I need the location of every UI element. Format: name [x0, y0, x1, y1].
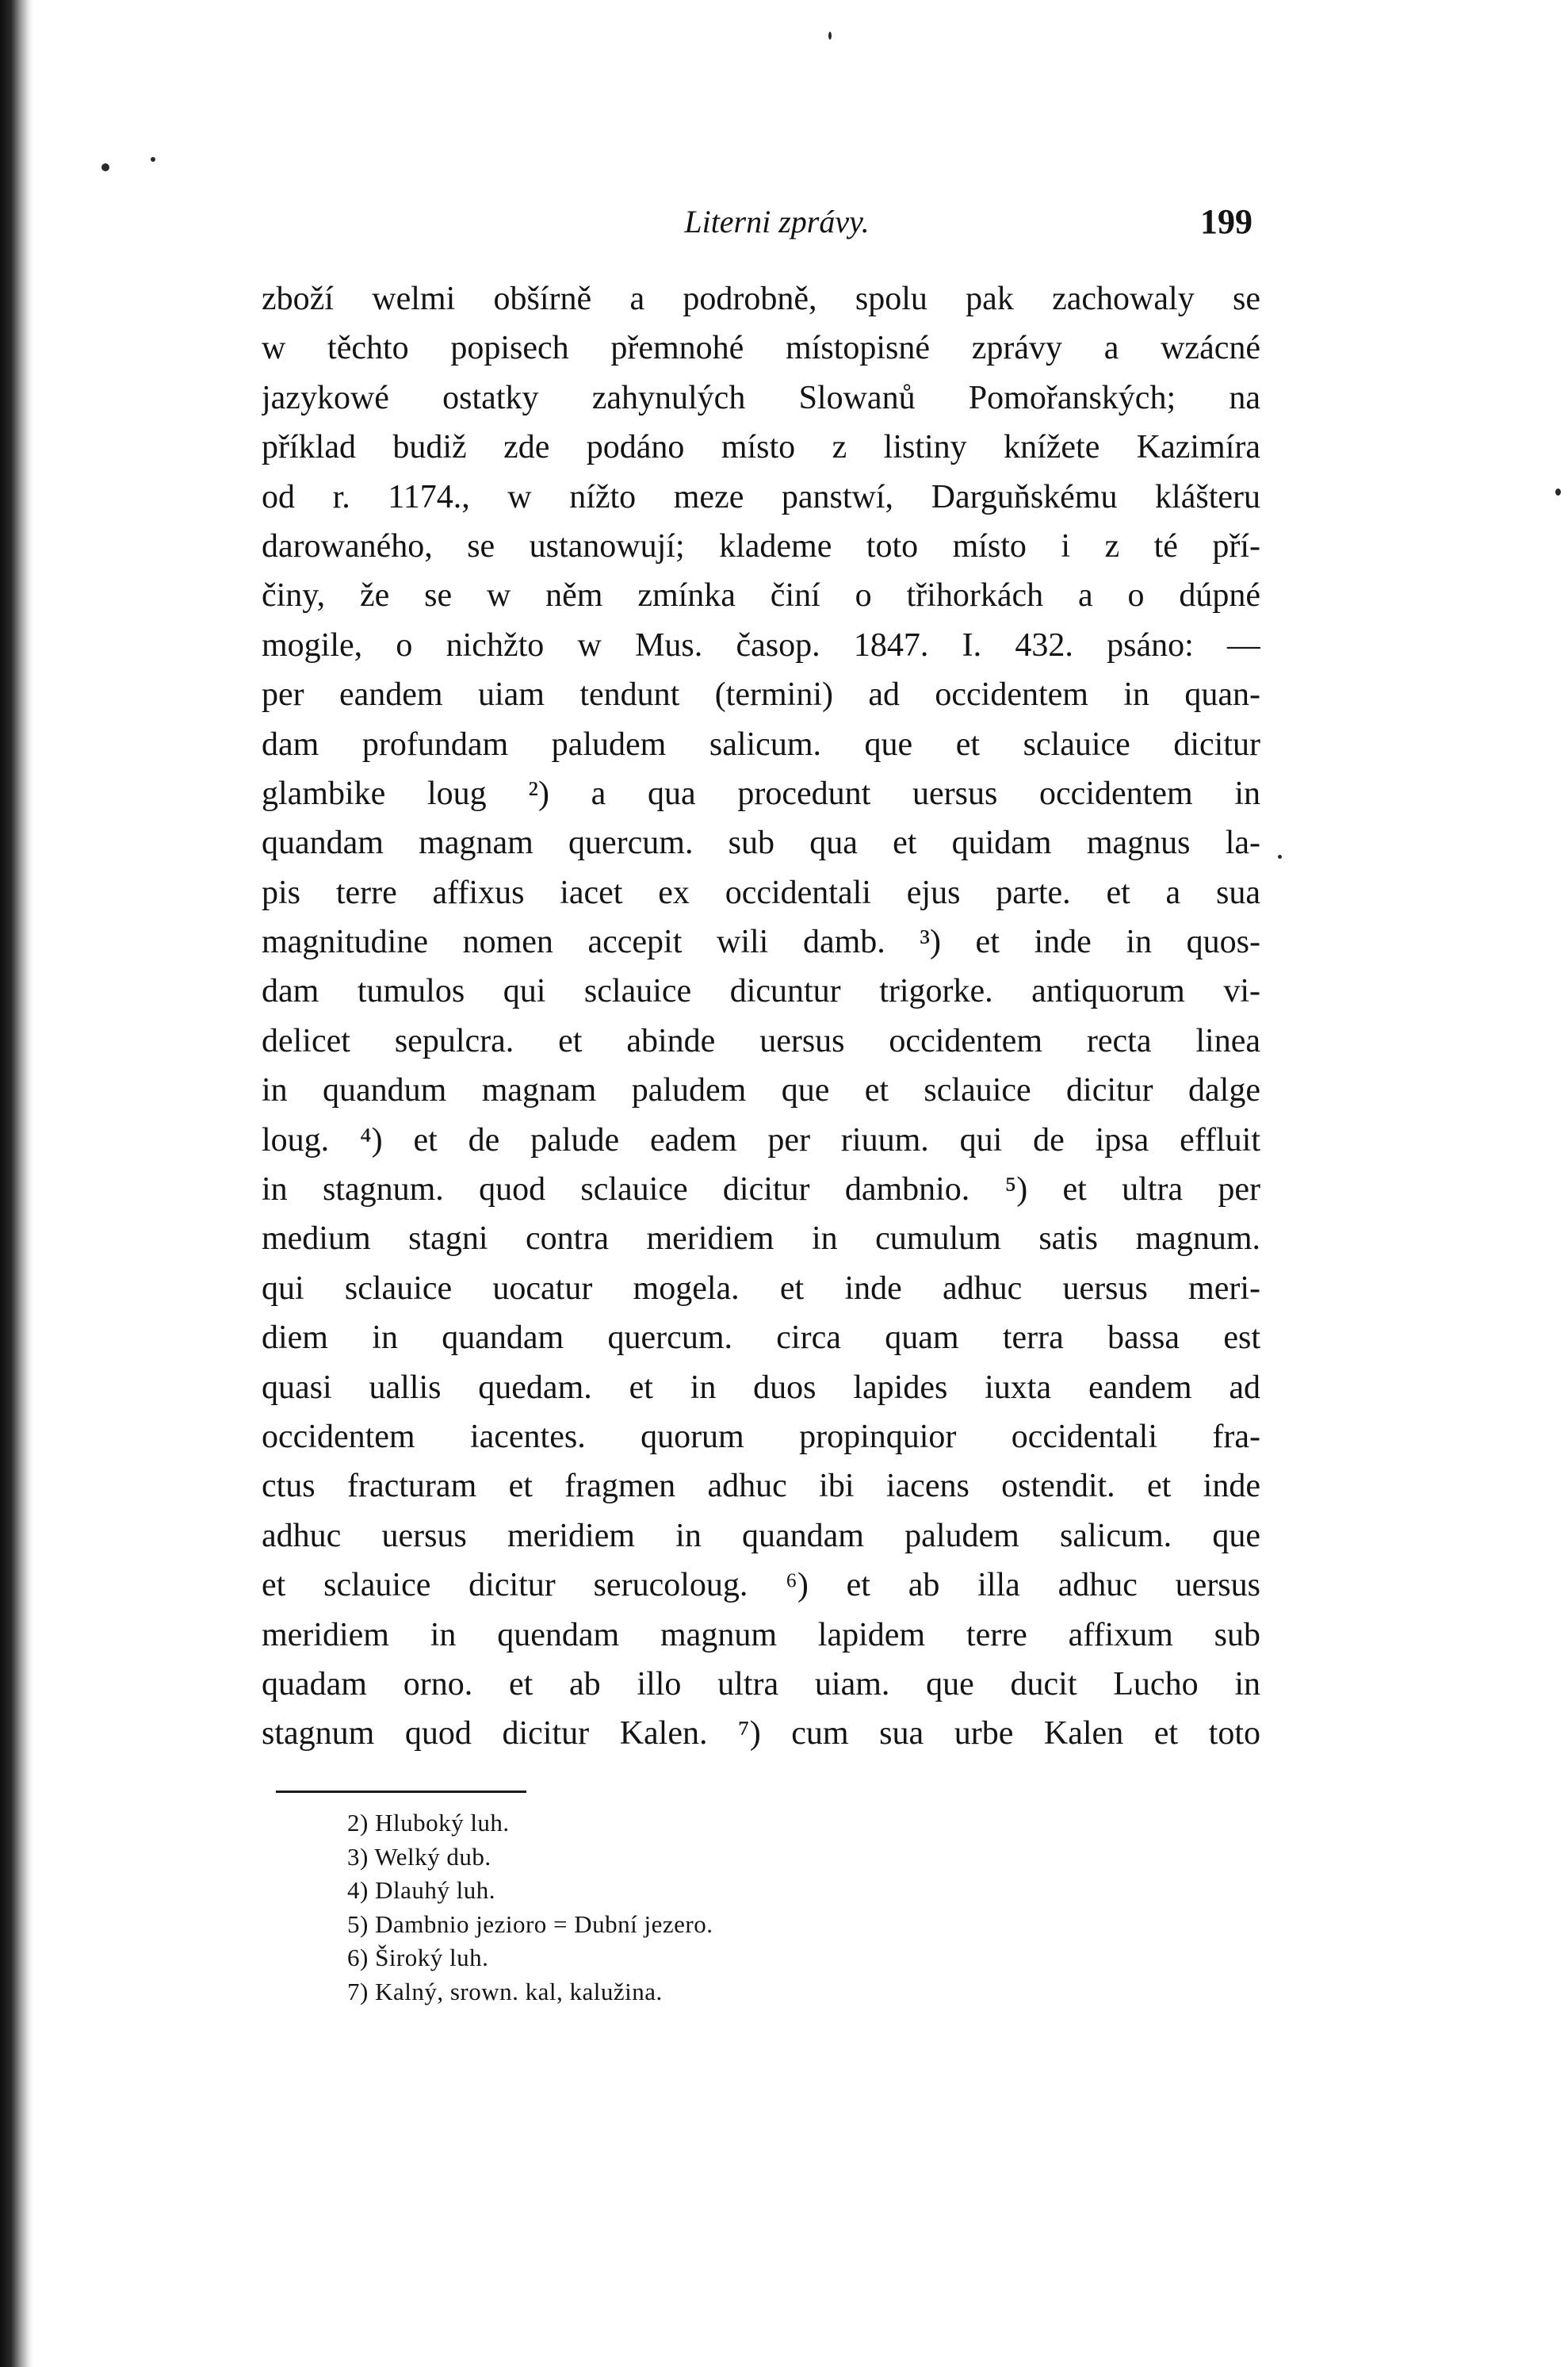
text-line: quasi uallis quedam. et in duos lapides iuxta eandem ad — [262, 1369, 1260, 1406]
text-line: zboží welmi obšírně a podrobně, spolu pak zachowaly se — [262, 281, 1260, 317]
text-line: et sclauice dicitur serucoloug. ⁶) et ab illa adhuc uersus — [262, 1567, 1260, 1604]
page-header — [270, 198, 1252, 246]
text-line: delicet sepulcra. et abinde uersus occidentem recta linea — [262, 1022, 1260, 1059]
text-line: meridiem in quendam magnum lapidem terre affixum sub — [262, 1616, 1260, 1653]
text-line: quadam orno. et ab illo ultra uiam. que ducit Lucho in — [262, 1665, 1260, 1702]
book-spine-shadow — [0, 0, 33, 2367]
text-line: od r. 1174., w nížto meze panstwí, Darguňskému klášteru — [262, 478, 1260, 515]
footnote-rule — [276, 1791, 526, 1793]
text-line: qui sclauice uocatur mogela. et inde adhuc uersus meri- — [262, 1270, 1260, 1307]
text-line: per eandem uiam tendunt (termini) ad occidentem in quan- — [262, 676, 1260, 714]
footnote: 5) Dambnio jezioro = Dubní jezero. — [347, 1909, 713, 1938]
footnote: 3) Welký dub. — [347, 1842, 491, 1871]
main-text — [262, 274, 1260, 1759]
footnote: 4) Dlauhý luh. — [347, 1876, 495, 1904]
text-line: quandam magnam quercum. sub qua et quidam magnus la- — [262, 825, 1260, 862]
text-line: loug. ⁴) et de palude eadem per riuum. qui de ipsa effluit — [262, 1121, 1260, 1159]
text-line: stagnum quod dicitur Kalen. ⁷) cum sua urbe Kalen et toto — [262, 1715, 1260, 1752]
text-line: medium stagni contra meridiem in cumulum satis magnum. — [262, 1220, 1260, 1258]
text-line: in quandum magnam paludem que et sclauice dicitur dalge — [262, 1072, 1260, 1109]
print-speck — [828, 32, 832, 40]
footnote: 2) Hluboký luh. — [347, 1809, 510, 1837]
footnote: 6) Široký luh. — [347, 1944, 489, 1971]
print-speck — [1555, 488, 1561, 496]
text-line: ctus fracturam et fragmen adhuc ibi iacens ostendit. et inde — [262, 1468, 1260, 1505]
text-line: diem in quandam quercum. circa quam terra bassa est — [262, 1319, 1260, 1357]
text-line: činy, že se w něm zmínka činí o třihorkách a o dúpné — [262, 577, 1260, 615]
text-line: mogile, o nichžto w Mus. časop. 1847. I. 432. psáno: — — [262, 626, 1260, 664]
text-line: darowaného, se ustanowují; klademe toto místo i z té pří- — [262, 527, 1260, 565]
text-line: in stagnum. quod sclauice dicitur dambnio. ⁵) et ultra per — [262, 1171, 1260, 1208]
print-speck — [1278, 855, 1282, 859]
text-line: occidentem iacentes. quorum propinquior occidentali fra- — [262, 1418, 1260, 1455]
text-line: jazykowé ostatky zahynulých Slowanů Pomořanských; na — [262, 379, 1260, 416]
text-line: pis terre affixus iacet ex occidentali ejus parte. et a sua — [262, 874, 1260, 911]
print-speck — [151, 157, 155, 162]
text-line: magnitudine nomen accepit wili damb. ³) et inde in quos- — [262, 924, 1260, 961]
text-line: dam tumulos qui sclauice dicuntur trigorke. antiquorum vi- — [262, 973, 1260, 1010]
page-number: 199 — [1200, 202, 1252, 241]
running-head: Literni zprávy. — [684, 204, 870, 239]
text-line: glambike loug ²) a qua procedunt uersus occidentem in — [262, 775, 1260, 812]
text-line: příklad budiž zde podáno místo z listiny knížete Kazimíra — [262, 429, 1260, 466]
footnote: 7) Kalný, srown. kal, kalužina. — [347, 1977, 663, 2005]
print-speck — [101, 163, 109, 171]
text-line: dam profundam paludem salicum. que et sclauice dicitur — [262, 726, 1260, 763]
text-line: w těchto popisech přemnohé místopisné zprávy a wzácné — [262, 330, 1260, 367]
footnotes — [347, 1806, 1061, 2009]
text-line: adhuc uersus meridiem in quandam paludem salicum. que — [262, 1517, 1260, 1554]
